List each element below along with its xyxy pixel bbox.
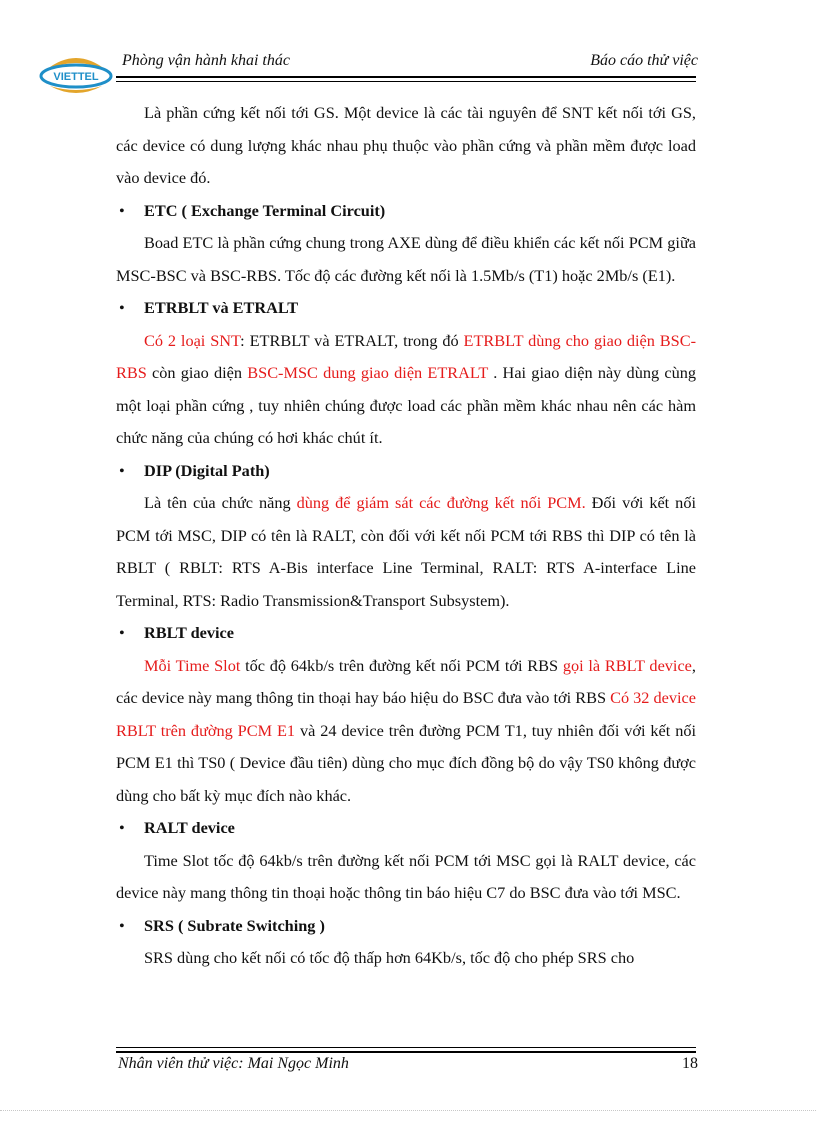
viettel-logo	[38, 48, 114, 102]
section-paragraph-etrblt	[116, 325, 696, 455]
section-paragraph-srs: SRS dùng cho kết nối có tốc độ thấp hơn 64Kb/s, tốc độ cho phép SRS cho	[144, 948, 635, 967]
section-heading-text: RALT device	[144, 818, 235, 837]
section-paragraph-etc: Boad ETC là phần cứng chung trong AXE dùng để điều khiển các kết nối PCM giữa MSC-BSC và BSC-RBS. Tốc độ các đường kết nối là 1.5Mb/s (T1) hoặc 2Mb/s (E1).	[116, 233, 696, 285]
highlight-text: ETRBLT dùng cho giao diện BSC-RBS	[116, 330, 696, 382]
body-text: Là tên của chức năng	[144, 493, 297, 512]
body-text: còn giao diện	[146, 363, 248, 382]
section-heading-srs	[116, 910, 696, 943]
header-department: Phòng vận hành khai thác	[122, 52, 290, 69]
highlight-text: Mỗi Time Slot	[144, 655, 241, 675]
section-paragraph-rblt	[116, 650, 696, 813]
body-text: và 24 device trên đường PCM T1, tuy nhiên đối với kết nối PCM E1 thì TS0 ( Device đầu tiên) dùng cho mục đích đồng bộ do vậy TS0 không được dùng cho bất kỳ mục đích nào khác.	[116, 720, 697, 805]
section-heading-dip	[116, 455, 696, 488]
highlight-text: BSC-MSC dung giao diện ETRALT	[247, 363, 489, 382]
bullet-icon: •	[119, 298, 125, 317]
section-heading-text: RBLT device	[144, 623, 235, 642]
intro-paragraph: Là phần cứng kết nối tới GS. Một device là các tài nguyên để SNT kết nối tới GS, các device có dung lượng khác nhau phụ thuộc vào phần cứng và phần mềm được load vào device đó.	[116, 103, 696, 187]
header-rule-thick	[116, 76, 696, 78]
document-body	[116, 97, 696, 975]
bullet-icon: •	[119, 460, 125, 480]
section-heading-text: SRS ( Subrate Switching )	[144, 915, 325, 935]
section-heading-rblt	[116, 617, 696, 650]
section-heading-text: ETC ( Exchange Terminal Circuit)	[144, 200, 386, 220]
section-heading-etc	[116, 195, 696, 228]
section-heading-etrblt	[116, 292, 696, 325]
section-paragraph-ralt: Time Slot tốc độ 64kb/s trên đường kết nối PCM tới MSC gọi là RALT device, các device này mang thông tin thoại hoặc thông tin báo hiệu C7 do BSC đưa vào tới MSC.	[116, 850, 696, 902]
highlight-text: Có 32 device RBLT trên đường PCM E1	[116, 688, 697, 740]
highlight-text: gọi là RBLT device	[562, 655, 692, 675]
body-text: Đối với kết nối PCM tới MSC, DIP có tên là RALT, còn đối với kết nối PCM tới RBS thì DIP có tên là RBLT ( RBLT: RTS A-Bis interface Line Terminal, RALT: RTS A-interface Line Terminal, RTS: Radio Transmission&Transport Subsystem).	[116, 493, 696, 610]
highlight-text: dùng để giám sát các đường kết nối PCM.	[296, 493, 586, 512]
body-text: . Hai giao diện này dùng cùng một loại phần cứng , tuy nhiên chúng được load các phần mềm khác nhau nên các hàm chức năng của chúng có hơi khác chút ít.	[116, 363, 696, 447]
header-rule-thin	[116, 81, 696, 82]
footer-author: Nhân viên thử việc: Mai Ngọc Minh	[118, 1055, 349, 1072]
section-heading-ralt	[116, 812, 696, 845]
body-text: tốc độ 64kb/s trên đường kết nối PCM tới RBS	[240, 655, 563, 675]
bullet-icon: •	[119, 200, 125, 220]
body-text: : ETRBLT và ETRALT, trong đó	[240, 330, 464, 350]
footer-rule-thick	[116, 1051, 696, 1053]
footer-rule-thin	[116, 1047, 696, 1048]
header-report-title: Báo cáo thử việc	[590, 52, 698, 69]
section-heading-text: ETRBLT và ETRALT	[144, 298, 299, 317]
highlight-text: Có 2 loại SNT	[144, 330, 241, 350]
page-boundary-divider	[0, 1110, 816, 1111]
bullet-icon: •	[119, 623, 125, 642]
logo-text: VIETTEL	[53, 71, 99, 83]
section-heading-text: DIP (Digital Path)	[144, 460, 270, 480]
section-paragraph-dip	[116, 487, 696, 617]
body-text: , các device này mang thông tin thoại hay báo hiệu do BSC đưa vào tới RBS	[116, 655, 696, 707]
bullet-icon: •	[119, 915, 125, 935]
bullet-icon: •	[119, 818, 125, 837]
page-number: 18	[682, 1055, 698, 1072]
